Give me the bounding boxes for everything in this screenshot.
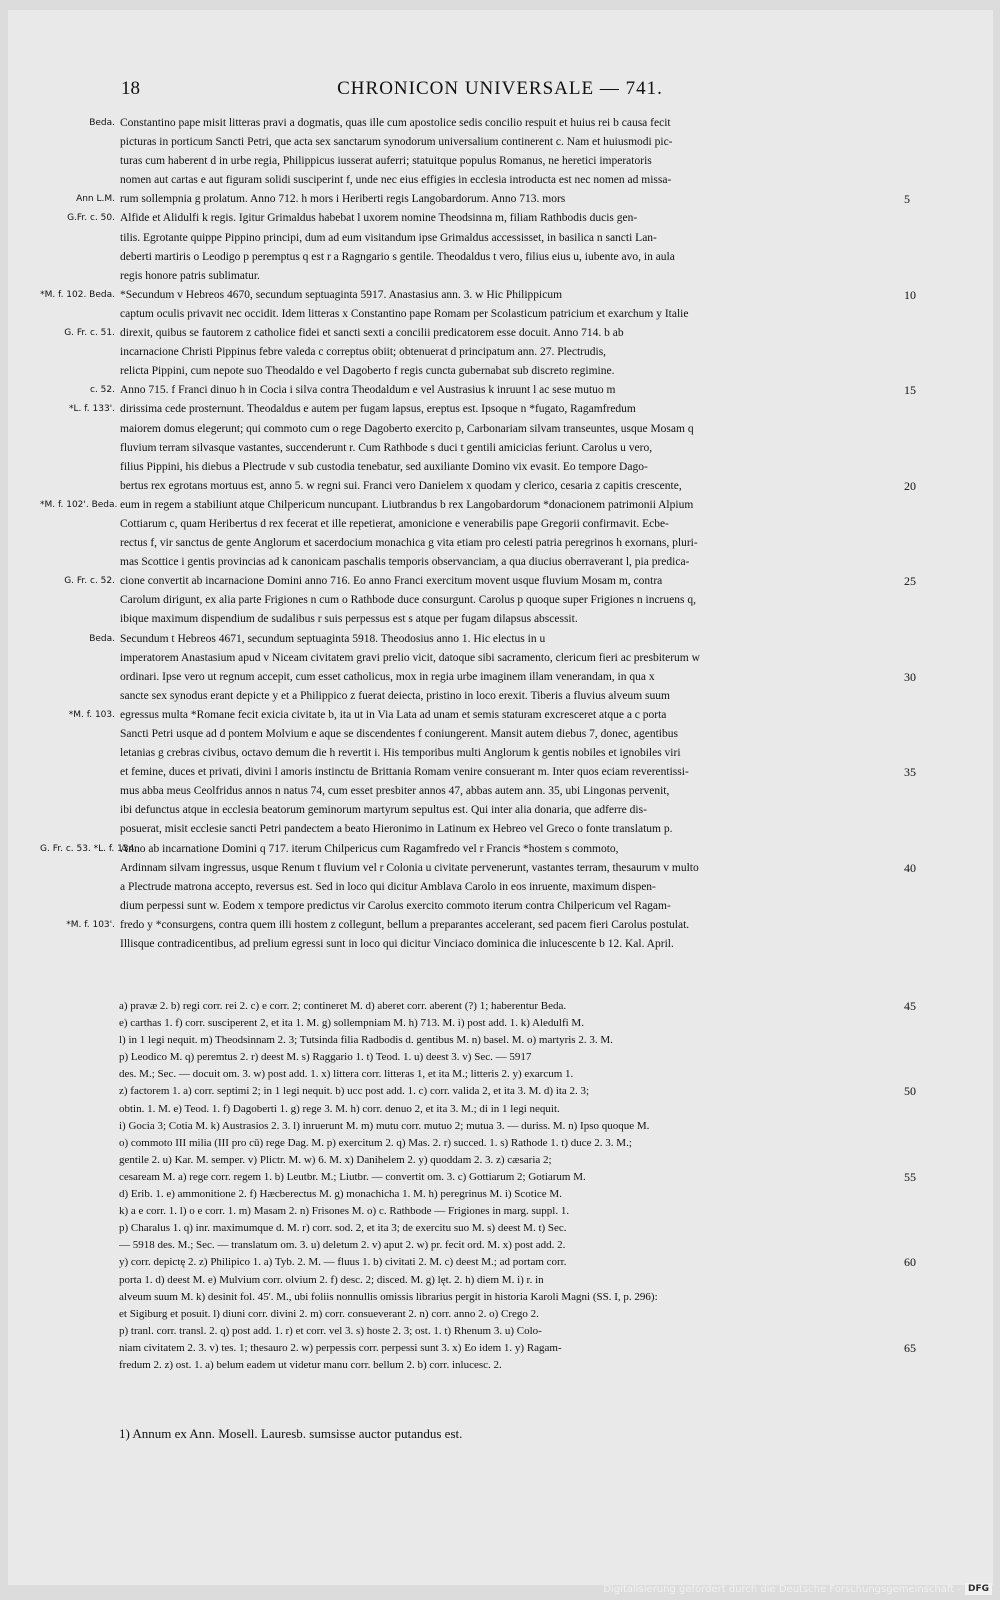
line-text: Carolum dirigunt, ex alia parte Frigiones n cum o Rathbode duce consurgunt. Carolus p quoque super Frigiones n incruens q,: [120, 594, 696, 607]
text-line: [0, 152, 1000, 171]
dfg-logo: DFG: [965, 1583, 992, 1595]
note-text: p) Leodico M. q) peremtus 2. r) deest M. s) Raggario 1. t) Teod. 1. u) deest 3. v) Sec. — 5917: [119, 1051, 532, 1064]
note-line: [0, 1066, 1000, 1083]
line-number: 60: [904, 1255, 916, 1270]
text-line: [0, 553, 1000, 572]
line-text: maiorem domus elegerunt; qui commoto cum o rege Dagoberto exercito p, Carbonariam silvam transeuntes, usque Mosam q: [120, 422, 694, 435]
margin-note: G. Fr. c. 51.: [64, 328, 115, 339]
note-text: o) commoto III milia (III pro cū) rege Dag. M. p) exercitum 2. q) Mas. 2. r) succed. 1. s) Rathode 1. t) duce 2. 3. M.;: [119, 1136, 632, 1149]
text-line: [0, 381, 1000, 400]
text-line: [0, 916, 1000, 935]
line-text: incarnacione Christi Pippinus febre valeda c correptus obiit; obtenuerat d principatum ann. 27. Plectrudis,: [120, 346, 607, 359]
page-number: 18: [121, 78, 140, 99]
note-text: — 5918 des. M.; Sec. — translatum om. 3. u) deletum 2. v) aput 2. w) pr. fecit ord. M. x) post add. 2.: [119, 1239, 566, 1252]
line-text: Alfide et Alidulfi k regis. Igitur Grimaldus habebat l uxorem nomine Theodsinna m, filiam Rathbodis ducis gen-: [120, 212, 638, 225]
text-line: [0, 935, 1000, 954]
line-number: 20: [904, 478, 916, 493]
note-text: d) Erib. 1. e) ammonitione 2. f) Hæcberectus M. g) monachicha 1. M. h) peregrinus M. i) Scotice M.: [119, 1188, 562, 1201]
note-line: [0, 1083, 1000, 1100]
line-text: sancte sex synodus erant depicte y et a Philippico z fuerat deiecta, pristino in loco erexit. Tiberis a fluvius alveum suum: [120, 689, 670, 702]
line-number: 55: [904, 1169, 916, 1184]
line-text: letanias g crebras civibus, octavo demum die h revertit i. His temporibus multi Anglorum k gentis nobiles et ignobiles viri: [120, 747, 681, 760]
line-text: ibi defunctus atque in ecclesia beatorum geminorum martyrum sepultus est. Qui inter alia donaria, que adferre dis-: [120, 804, 647, 817]
note-line: [0, 1015, 1000, 1032]
text-line: [0, 801, 1000, 820]
note-line: [0, 1323, 1000, 1340]
line-text: mus abba meus Ceolfridus annos n natus 74, cum esset presbiter annos 47, abbas autem ann. 35, ubi Lingonas pervenit,: [120, 785, 670, 798]
note-line: [0, 1049, 1000, 1066]
line-text: Illisque contradicentibus, ad prelium egressi sunt in loco qui dicitur Vinciaco dominica die inlucescente b 12. Kal. April.: [120, 938, 674, 951]
text-line: [0, 114, 1000, 133]
note-line: [0, 1152, 1000, 1169]
text-line: [0, 878, 1000, 897]
text-line: [0, 496, 1000, 515]
line-text: regis honore patris sublimatur.: [120, 269, 260, 282]
margin-note: Beda.: [89, 118, 115, 128]
text-line: [0, 572, 1000, 591]
line-text: rum sollempnia g prolatum. Anno 712. h mors i Heriberti regis Langobardorum. Anno 713. mors: [120, 193, 566, 206]
line-text: nomen aut cartas e aut figuram solidi susciperint f, unde nec eius effigies in ecclesia introducta est nec nomen ad missa-: [120, 174, 672, 187]
note-line: [0, 998, 1000, 1015]
text-line: [0, 706, 1000, 725]
line-text: bertus rex egrotans mortuus est, anno 5. w regni sui. Franci vero Danielem x quodam y clerico, cesaria z capitis crescente,: [120, 479, 682, 492]
text-line: [0, 763, 1000, 782]
page-header: [0, 70, 1000, 110]
note-text: z) factorem 1. a) corr. septimi 2; in 1 legi nequit. b) ucc post add. 1. c) corr. valida 2, et ita 3. M. d) ita 2. 3;: [119, 1085, 590, 1098]
margin-note: G.Fr. c. 50.: [67, 213, 115, 224]
line-number: 10: [904, 287, 916, 302]
text-line: [0, 248, 1000, 267]
text-line: [0, 267, 1000, 286]
note-text: et Sigiburg et posuit. l) diuni corr. divini 2. m) corr. consueverant 2. n) corr. anno 2. o) Crego 2.: [119, 1307, 539, 1320]
margin-note: *L. f. 133'.: [69, 404, 115, 415]
line-text: Constantino pape misit litteras pravi a dogmatis, quas ille cum apostolice sedis concilio respuit et huius rei b causa fecit: [120, 117, 671, 129]
text-line: [0, 515, 1000, 534]
line-text: Sancti Petri usque ad d pontem Molvium e aque se discendentes f coniungerent. Mansit autem diebus 7, donec, agentibus: [120, 728, 678, 740]
note-text: i) Gocia 3; Cotia M. k) Austrasios 2. 3. l) inruerunt M. m) mutu corr. mutuo 2; mutua 3. — duriss. M. n) Ipso quoque M.: [119, 1119, 650, 1132]
text-line: [0, 229, 1000, 248]
line-text: captum oculis privavit nec occidit. Idem litteras x Constantino pape Romam per Scolasticum patricium et exarchum y Italie: [120, 307, 689, 320]
line-number: 15: [904, 383, 916, 398]
line-text: egressus multa *Romane fecit exicia civitate b, ita ut in Via Lata ad unam et semis staturam excresceret atque a c porta: [120, 708, 667, 721]
line-text: rectus f, vir sanctus de gente Anglorum et sacerdocium monachica g vita etiam pro celesti patria peregrinos h exornans, pluri-: [120, 537, 698, 550]
text-line: [0, 668, 1000, 687]
line-text: tilis. Egrotante quippe Pippino principi, dum ad eum visitandum ipse Grimaldus accessisset, in basilica n sancti Lan-: [120, 231, 657, 244]
note-text: k) a e corr. 1. l) o e corr. 1. m) Masam 2. n) Frisones M. o) c. Rathbode — Frigiones in marg. suppl. 1.: [119, 1205, 570, 1218]
line-number: 45: [904, 999, 916, 1013]
running-title: CHRONICON UNIVERSALE — 741.: [337, 78, 663, 99]
note-line: [0, 1101, 1000, 1118]
text-line: [0, 190, 1000, 209]
text-line: [0, 439, 1000, 458]
line-text: direxit, quibus se fautorem z catholice fidei et sancti sexti a concilii predicatorem esse docuit. Anno 714. b ab: [120, 327, 624, 340]
line-number: 50: [904, 1084, 916, 1099]
line-number: 25: [904, 574, 916, 589]
note-line: [0, 1306, 1000, 1323]
line-text: ordinari. Ipse vero ut regnum accepit, cum esset catholicus, mox in regia urbe imaginem illam venerandam, in qua x: [120, 670, 655, 683]
note-text: a) pravæ 2. b) regi corr. rei 2. c) e corr. 2; contineret M. d) aberet corr. aberent (?) 1; haberentur Beda.: [119, 1000, 567, 1012]
text-line: [0, 649, 1000, 668]
line-text: et femine, duces et privati, divini l amoris instinctu de Brittania Romam venire consuerant m. Inter quos eciam reverentissi-: [120, 766, 689, 779]
note-line: [0, 1340, 1000, 1357]
note-text: gentile 2. u) Kar. M. semper. v) Plictr. M. w) 6. M. x) Danihelem 2. y) quoddam 2. 3. z) cæsaria 2;: [119, 1153, 552, 1166]
text-line: [0, 859, 1000, 878]
margin-note: Beda.: [89, 633, 115, 644]
margin-note: G. Fr. c. 53. *L. f. 134.: [40, 843, 138, 854]
note-line: [0, 1237, 1000, 1254]
text-line: [0, 591, 1000, 610]
line-text: Ardinnam silvam ingressus, usque Renum t fluvium vel r Colonia u civitate pervenerunt, vastantes terram, thesaurum v multo: [120, 861, 699, 874]
text-line: [0, 725, 1000, 744]
margin-note: G. Fr. c. 52.: [64, 576, 115, 587]
note-text: obtin. 1. M. e) Teod. 1. f) Dagoberti 1. g) rege 3. M. h) corr. denuo 2, et ita 3. M.; di in 1 legi nequit.: [119, 1102, 560, 1115]
note-line: [0, 1135, 1000, 1152]
line-text: *Secundum v Hebreos 4670, secundum septuaginta 5917. Anastasius ann. 3. w Hic Philippicum: [120, 288, 563, 301]
line-text: ibique maximum dispendium de sudalibus r suis perpessus est s atque per fugam dilapsus abscessit.: [120, 613, 578, 626]
note-text: l) in 1 legi nequit. m) Theodsinnam 2. 3; Tutsinda filia Radbodis d. gentibus M. n) basel. M. o) martyris 2. 3. M.: [119, 1034, 613, 1047]
text-line: [0, 820, 1000, 839]
line-text: a Plectrude matrona accepto, reversus est. Sed in loco qui dicitur Amblava Carolo in eos inruente, maximum dispen-: [120, 880, 656, 893]
note-text: niam civitatem 2. 3. v) tes. 1; thesauro 2. w) perpessis corr. perpessi sunt 3. x) Eo idem 1. y) Ragam-: [119, 1341, 562, 1354]
line-text: Anno 715. f Franci dinuo h in Cocia i silva contra Theodaldum e vel Austrasius k inruunt l ac sese mutuo m: [120, 384, 616, 397]
note-text: alveum suum M. k) desinit fol. 45'. M., ubi foliis nonnullis omissis librarius pergit in historia Karoli Magni (SS. I, p. 296):: [119, 1290, 658, 1303]
note-line: [0, 1220, 1000, 1237]
text-line: [0, 420, 1000, 439]
note-line: [0, 1289, 1000, 1306]
line-text: posuerat, misit ecclesie sancti Petri pandectem a beato Hieronimo in Latinum ex Hebreo vel Greco o fonte translatum p.: [120, 823, 673, 836]
note-text: cesaream M. a) rege corr. regem 1. b) Leutbr. M.; Liutbr. — convertit om. 3. c) Gottiarum 2; Gotiarum M.: [119, 1170, 586, 1183]
margin-note: *M. f. 103'.: [66, 919, 115, 930]
note-text: des. M.; Sec. — docuit om. 3. w) post add. 1. x) littera corr. litteras 1, et ita M.; litteris 2. y) exarcum 1.: [119, 1068, 574, 1081]
text-line: [0, 133, 1000, 152]
line-number: 35: [904, 765, 916, 780]
digitization-credit: [603, 1582, 992, 1596]
footnote: 1) Annum ex Ann. Mosell. Lauresb. sumsisse auctor putandus est.: [119, 1426, 463, 1441]
line-text: fluvium terram silvasque vastantes, succenderunt r. Cum Rathbode s duci t gentili amicicias feriunt. Carolus u vero,: [120, 441, 653, 454]
text-line: [0, 610, 1000, 629]
text-line: [0, 744, 1000, 763]
line-text: Cottiarum c, quam Heribertus d rex fecerat et ille repetierat, amonicione e venerabilis pape Gregorii confirmavit. Ecbe-: [120, 517, 669, 530]
text-line: [0, 305, 1000, 324]
text-line: [0, 477, 1000, 496]
text-line: [0, 209, 1000, 228]
text-line: [0, 840, 1000, 859]
note-line: [0, 1169, 1000, 1186]
note-text: porta 1. d) deest M. e) Mulvium corr. olvium 2. f) desc. 2; disced. M. g) lęt. 2. h) diem M. i) r. in: [119, 1273, 544, 1286]
text-line: [0, 458, 1000, 477]
text-line: [0, 687, 1000, 706]
text-line: [0, 400, 1000, 419]
note-text: y) corr. depictę 2. z) Philipico 1. a) Tyb. 2. M. — fluus 1. b) civitati 2. M. c) deest M.; ad portam corr.: [119, 1256, 567, 1269]
line-number: 30: [904, 669, 916, 684]
line-text: imperatorem Anastasium apud v Niceam civitatem gravi prelio vicit, datoque sibi sacramento, clericum fieri ac presbiterum w: [120, 651, 700, 664]
note-line: [0, 1203, 1000, 1220]
text-line: [0, 343, 1000, 362]
note-line: [0, 1032, 1000, 1049]
text-line: [0, 362, 1000, 381]
line-text: Secundum t Hebreos 4671, secundum septuaginta 5918. Theodosius anno 1. Hic electus in u: [120, 632, 546, 645]
line-text: dium perpessi sunt w. Eodem x tempore predictus vir Carolus exercito commoto iterum contra Chilpericum vel Ragam-: [120, 899, 671, 912]
margin-note: *M. f. 102. Beda.: [40, 289, 115, 300]
line-text: mas Scottice i gentis provincias ad k canonicam paschalis temporis observanciam, a qua diucius oberraverant l, pia predica-: [120, 556, 690, 569]
note-line: [0, 1118, 1000, 1135]
line-text: eum in regem a stabiliunt atque Chilpericum nuncupant. Liutbrandus b rex Langobardorum *donacionem patrimonii Alpium: [120, 498, 694, 511]
apparatus-notes: [0, 998, 1000, 1374]
line-text: picturas in porticum Sancti Petri, que acta sex sanctarum synodorum universalium continerent c. Nam et huiusmodi pic-: [120, 136, 673, 149]
note-text: p) Charalus 1. q) inr. maximumque d. M. r) corr. sod. 2, et ita 3; de exercitu suo M. s) deest M. t) Sec.: [119, 1222, 567, 1235]
credit-text: Digitalisierung gefördert durch die Deutsche Forschungsgemeinschaft -: [603, 1583, 961, 1595]
line-text: dirissima cede prosternunt. Theodaldus e autem per fugam lapsus, ereptus est. Ipsoque n *fugato, Ragamfredum: [120, 403, 636, 416]
text-line: [0, 897, 1000, 916]
text-line: [0, 534, 1000, 553]
line-number: 65: [904, 1340, 916, 1355]
line-text: deberti martiris o Leodigo p peremptus q est r a Ragngario s gentile. Theodaldus t vero, filius eius u, iubente avo, in aula: [120, 250, 675, 263]
line-text: turas cum haberent d in urbe regia, Philippicus iusserat auferri; statuitque populus Romanus, ne heretici imperatoris: [120, 155, 652, 168]
main-text: [0, 114, 1000, 954]
note-line: [0, 1357, 1000, 1374]
line-number: 40: [904, 860, 916, 875]
margin-note: *M. f. 103.: [68, 709, 115, 720]
text-line: [0, 630, 1000, 649]
note-line: [0, 1272, 1000, 1289]
margin-note: *M. f. 102'. Beda.: [40, 499, 118, 510]
line-text: Anno ab incarnatione Domini q 717. iterum Chilpericus cum Ragamfredo vel r Francis *hostem s commoto,: [120, 842, 619, 855]
note-text: e) carthas 1. f) corr. susciperent 2, et ita 1. M. g) sollempniam M. h) 713. M. i) post add. 1. k) Aledulfi M.: [119, 1017, 584, 1030]
text-line: [0, 782, 1000, 801]
text-line: [0, 324, 1000, 343]
line-text: relicta Pippini, cum nepote suo Theodaldo e vel Dagoberto f regis cuncta gubernabat sub discreto regimine.: [120, 365, 615, 378]
text-line: [0, 171, 1000, 190]
note-text: fredum 2. z) ost. 1. a) belum eadem ut videtur manu corr. bellum 2. b) corr. inlucesc. 2.: [119, 1358, 502, 1371]
margin-note: Ann L.M.: [76, 194, 115, 205]
line-text: cione convertit ab incarnacione Domini anno 716. Eo anno Franci exercitum movent usque fluvium Mosam m, contra: [120, 575, 663, 588]
text-line: [0, 286, 1000, 305]
note-text: p) tranl. corr. transl. 2. q) post add. 1. r) et corr. vel 3. s) hoste 2. 3; ost. 1. t) Rhenum 3. u) Colo-: [119, 1324, 542, 1337]
line-text: fredo y *consurgens, contra quem illi hostem z collegunt, bellum a preparantes accelerant, sed pacem fieri Carolus postulat.: [120, 918, 690, 931]
note-line: [0, 1254, 1000, 1271]
line-number: 5: [904, 192, 910, 207]
line-text: filius Pippini, his diebus a Plectrude v sub custodia tenebatur, sed auxiliante Domino vix evasit. Eo tempore Dago-: [120, 460, 648, 473]
note-line: [0, 1186, 1000, 1203]
margin-note: c. 52.: [90, 385, 115, 396]
